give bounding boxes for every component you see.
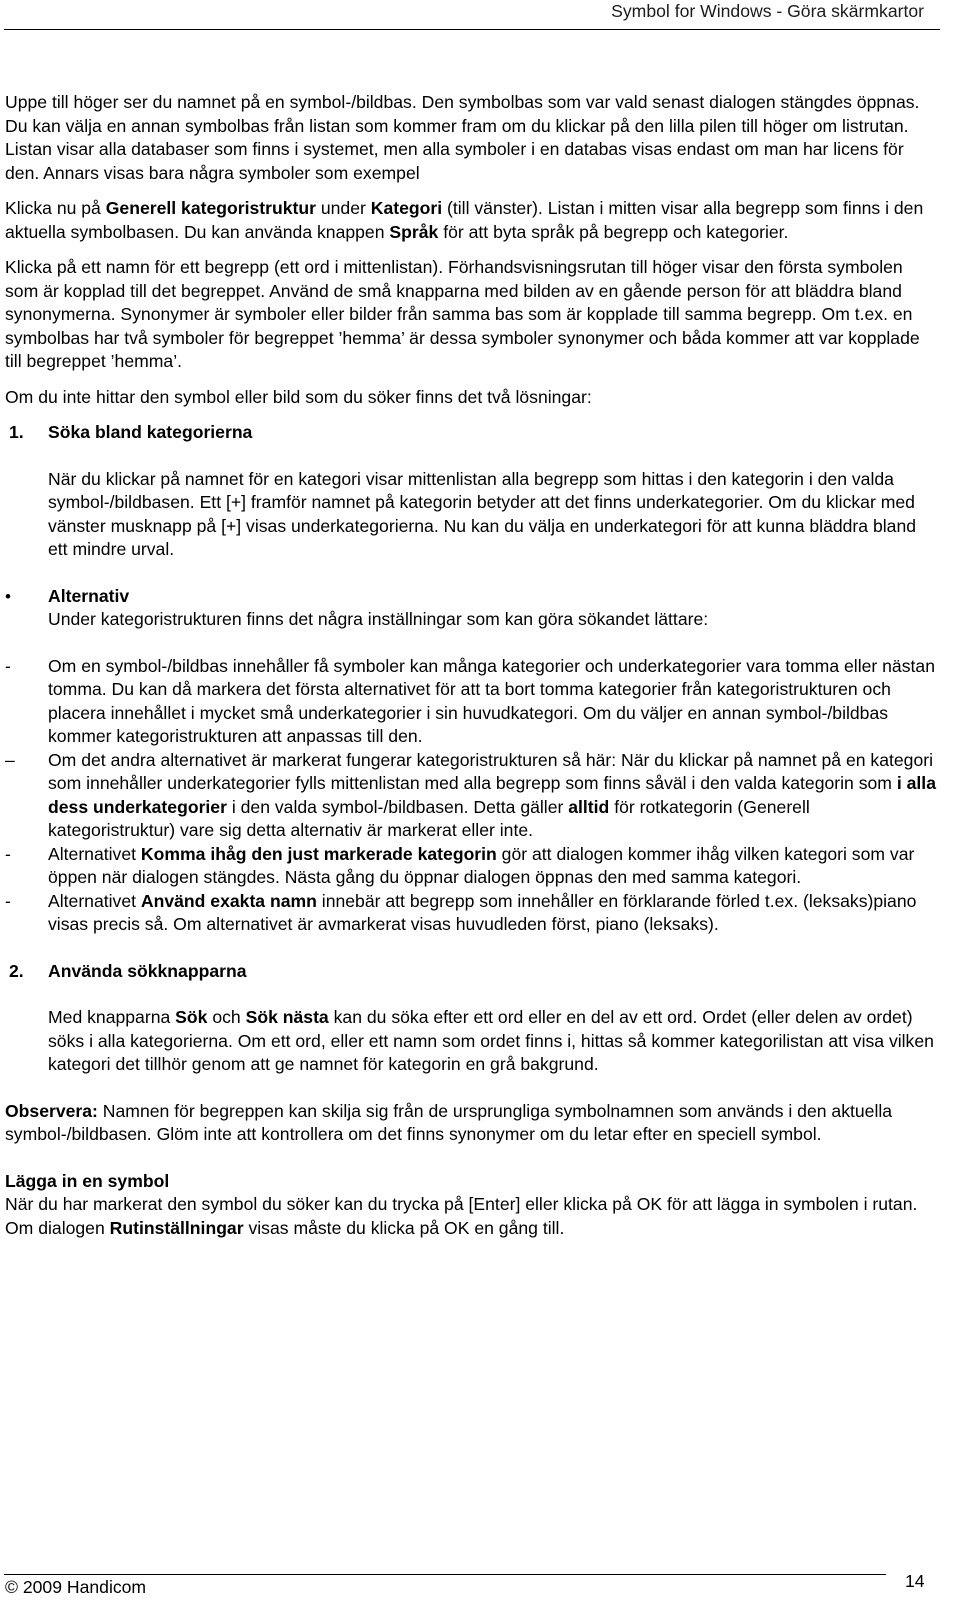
solutions-paragraph: Om du inte hittar den symbol eller bild som du söker finns det två lösningar: bbox=[5, 386, 592, 407]
alternativ-block bbox=[5, 585, 940, 632]
sok-button-label: Sök bbox=[175, 1007, 208, 1027]
category-paragraph: Klicka nu på Generell kategoristruktur under Kategori (till vänster). Listan i mitten visar alla begrepp som finns i den aktuella symbolbasen. Du kan använda knappen Språk för att byta språk på begrepp och kategorier. bbox=[5, 198, 924, 242]
lagga-heading: Lägga in en symbol bbox=[5, 1170, 170, 1191]
kategori-label: Kategori bbox=[370, 198, 443, 218]
intro-paragraph: Uppe till höger ser du namnet på en symbol-/bildbas. Den symbolbas som var vald senast dialogen stängdes öppnas. Du kan välja en annan symbolbas från listan som kommer fram om du klickar på den lilla pilen till höger om listrutan. Listan visar alla databaser som finns i systemet, men alla symboler i en databas visas endast om man har licens för den. Annars visas bara några symboler som exempel bbox=[5, 92, 920, 183]
section2-body: Med knapparna Sök och Sök nästa kan du söka efter ett ord eller en del av ett ord. Ordet (eller delen av ordet) söks i alla kategorierna. Om ett ord, eller ett namn som ordet finns i, hittas så kommer kategorilistan att visa vilken kategori det tillhör genom att ge namnet för kategorin en grå bakgrund. bbox=[48, 1007, 934, 1074]
footer-copyright: © 2009 Handicom bbox=[5, 1577, 147, 1597]
list-item-empty-categories: - Om en symbol-/bildbas innehåller få symboler kan många kategorier och underkategorier vara tomma eller nästan tomma. Du kan då markera det första alternativet för att ta bort tomma kategorier från kategoristrukturen och placera innehållet i mycket små underkategorier i sin huvudkategori. Om du väljer en annan symbol-/bildbas kommer kategoristrukturen att anpassas till den. bbox=[5, 655, 935, 746]
header-title: Symbol for Windows - Göra skärmkartor bbox=[611, 1, 924, 21]
section1-heading: 1. Söka bland kategorierna bbox=[9, 422, 253, 442]
page-number: 14 bbox=[905, 1571, 925, 1591]
rutinstallningar-label: Rutinställningar bbox=[109, 1217, 244, 1238]
dash-marker: - bbox=[5, 843, 11, 864]
footer-rule bbox=[4, 1574, 886, 1575]
list-item-exact-names: - Alternativet Använd exakta namn innebär att begrepp som innehåller en förklarande förled t.ex. (leksaks)piano visas precis så. Om alternativet är avmarkerat visas huvudleden först, piano (leksaks). bbox=[5, 890, 917, 934]
sok-nasta-button-label: Sök nästa bbox=[245, 1007, 329, 1027]
generell-kategoristruktur-label: Generell kategoristruktur bbox=[105, 198, 316, 218]
preview-paragraph: Klicka på ett namn för ett begrepp (ett ord i mittenlistan). Förhandsvisningsrutan till höger visar den första symbolen som är kopplad till det begreppet. Använd de små knapparna med bilden av en gående person för att bläddra bland synonymerna. Synonymer är symboler eller bilder från samma bas som är kopplade till samma begrepp. Om t.ex. en symbolbas har två symboler för begreppet ’hemma’ är dessa symboler synonymer och båda kommer att var kopplade till begreppet ’hemma’. bbox=[5, 257, 920, 371]
observera-paragraph: Observera: Namnen för begreppen kan skilja sig från de ursprungliga symbolnamnen som används i den aktuella symbol-/bildbasen. Glöm inte att kontrollera om det finns synonymer om du letar efter en speciell symbol. bbox=[5, 1100, 893, 1144]
lagga-body: När du har markerat den symbol du söker kan du trycka på [Enter] eller klicka på OK för att lägga in symbolen i rutan. Om dialogen Rutinställningar visas måste du klicka på OK en gång till. bbox=[5, 1194, 918, 1238]
dash-marker: - bbox=[5, 655, 11, 676]
dash-marker: - bbox=[5, 890, 11, 911]
sprak-button-label: Språk bbox=[389, 221, 439, 242]
dash-marker: – bbox=[5, 749, 15, 770]
header-rule bbox=[4, 29, 940, 30]
section1-body: När du klickar på namnet för en kategori visar mittenlistan alla begrepp som hittas i den kategorin i den valda symbol-/bildbasen. Ett [+] framför namnet på kategorin betyder att det finns underkategorier. Om du klickar med vänster musknapp på [+] visas underkategorierna. Nu kan du välja en underkategori för att kunna bläddra bland ett mindre urval. bbox=[48, 468, 917, 559]
alternativ-heading: Alternativ bbox=[48, 585, 130, 606]
list-item-subcategories: – Om det andra alternativet är markerat fungerar kategoristrukturen så här: När du klickar på namnet på en kategori som innehåller underkategorier fylls mittenlistan med alla begrepp som finns såväl i den valda kategorin som i alla dess underkategorier i den valda symbol-/bildbasen. Detta gäller alltid för rotkategorin (Generell kategoristruktur) vare sig detta alternativ är markerat eller inte. bbox=[5, 749, 936, 840]
section2-heading: 2. Använda sökknapparna bbox=[9, 960, 247, 981]
bullet-icon: • bbox=[5, 586, 11, 606]
document-body bbox=[5, 91, 940, 1240]
list-item-remember-category: - Alternativet Komma ihåg den just markerade kategorin gör att dialogen kommer ihåg vilken kategori som var öppen när dialogen stängdes. Nästa gång du öppnar dialogen öppnas den med samma kategori. bbox=[5, 843, 915, 887]
alternativ-intro: Under kategoristrukturen finns det några inställningar som kan göra sökandet lättare: bbox=[48, 609, 709, 629]
